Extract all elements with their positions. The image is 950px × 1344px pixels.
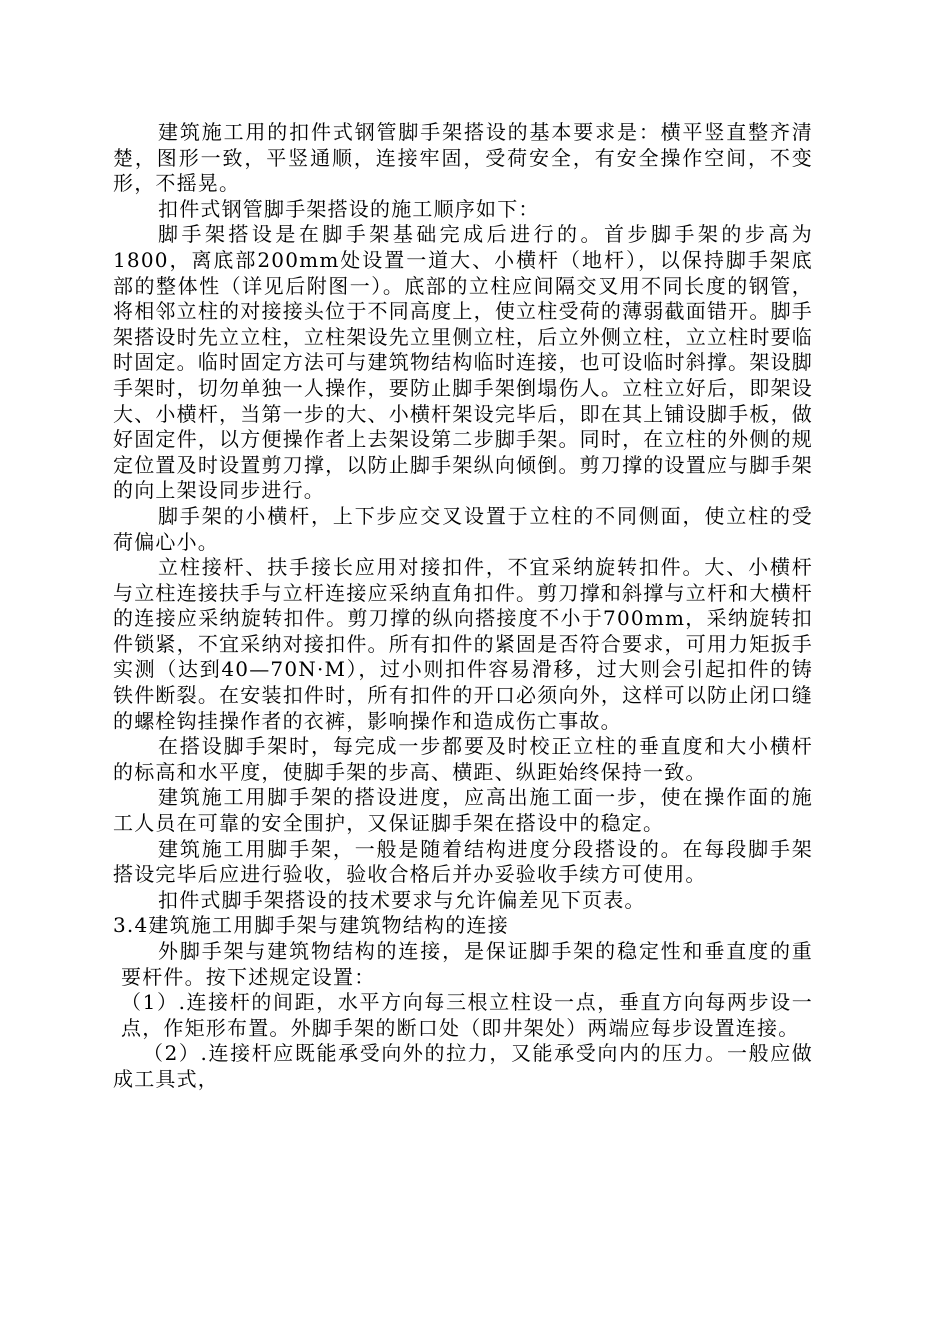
paragraph-tolerance-reference: 扣件式脚手架搭设的技术要求与允许偏差见下页表。 bbox=[158, 887, 646, 912]
paragraph-erection-progress: 建筑施工用脚手架的搭设进度，应高出施工面一步，使在操作面的施工人员在可靠的安全围护，又保证脚手架在搭设中的稳定。 bbox=[113, 785, 813, 836]
list-item: （2）.连接杆应既能承受向外的拉力，又能承受向内的压力。一般应做成工具式， bbox=[113, 1041, 813, 1091]
document-body bbox=[113, 120, 813, 1093]
paragraph-fastener-requirements: 立柱接杆、扶手接长应用对接扣件，不宜采纳旋转扣件。大、小横杆与立柱连接扶手与立杆连接应采纳直角扣件。剪刀撑和斜撑与立杆和大横杆的连接应采纳旋转扣件。剪刀撑的纵向搭接度不小于700mm，采纳旋转扣件锁紧，不宜采纳对接扣件。所有扣件的紧固是否符合要求，可用力矩扳手实测（达到40—70N·M），过小则扣件容易滑移，过大则会引起扣件的铸铁件断裂。在安装扣件时，所有扣件的开口必须向外，这样可以防止闭口缝的螺栓钩挂操作者的衣裤，影响操作和造成伤亡事故。 bbox=[113, 555, 813, 733]
section-intro: 外脚手架与建筑物结构的连接，是保证脚手架的稳定性和垂直度的重要杆件。按下述规定设置： bbox=[121, 939, 813, 989]
paragraph-construction-sequence-intro: 扣件式钢管脚手架搭设的施工顺序如下： bbox=[158, 196, 540, 221]
paragraph-basic-requirements: 建筑施工用的扣件式钢管脚手架搭设的基本要求是：横平竖直整齐清楚，图形一致，平竖通顺，连接牢固，受荷安全，有安全操作空间，不变形，不摇晃。 bbox=[113, 120, 813, 196]
list-item: （1）.连接杆的间距，水平方向每三根立柱设一点，垂直方向每两步设一点，作矩形布置。外脚手架的断口处（即井架处）两端应每步设置连接。 bbox=[121, 990, 813, 1040]
section-heading: 3.4建筑施工用脚手架与建筑物结构的连接 bbox=[113, 913, 509, 938]
paragraph-acceptance: 建筑施工用脚手架，一般是随着结构进度分段搭设的。在每段脚手架搭设完毕后应进行验收，验收合格后并办妥验收手续方可使用。 bbox=[113, 836, 813, 887]
paragraph-verticality-check: 在搭设脚手架时，每完成一步都要及时校正立柱的垂直度和大小横杆的标高和水平度，使脚手架的步高、横距、纵距始终保持一致。 bbox=[113, 734, 813, 784]
paragraph-erection-procedure: 脚手架搭设是在脚手架基础完成后进行的。首步脚手架的步高为1800，离底部200mm处设置一道大、小横杆（地杆），以保持脚手架底部的整体性（详见后附图一）。底部的立柱应间隔交叉用不同长度的钢管，将相邻立柱的对接接头位于不同高度上，使立柱受荷的薄弱截面错开。脚手架搭设时先立立柱，立柱架设先立里侧立柱，后立外侧立柱，立立柱时要临时固定。临时固定方法可与建筑物结构临时连接，也可设临时斜撑。架设脚手架时，切勿单独一人操作，要防止脚手架倒塌伤人。立柱立好后，即架设大、小横杆，当第一步的大、小横杆架设完毕后，即在其上铺设脚手板，做好固定件，以方便操作者上去架设第二步脚手架。同时，在立柱的外侧的规定位置及时设置剪刀撑，以防止脚手架纵向倾倒。剪刀撑的设置应与脚手架的向上架设同步进行。 bbox=[113, 222, 813, 503]
paragraph-small-crossbar: 脚手架的小横杆，上下步应交叉设置于立柱的不同侧面，使立柱的受荷偏心小。 bbox=[113, 503, 813, 554]
